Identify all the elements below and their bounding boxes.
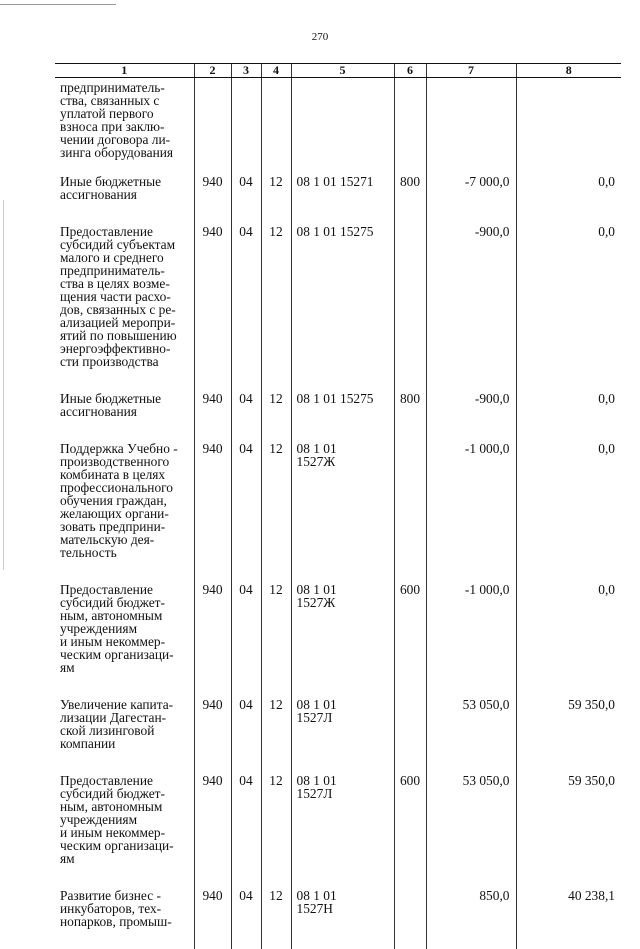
col-header-2: 2 <box>194 64 231 78</box>
row-subsection: 12 <box>261 442 291 583</box>
row-gr: 940 <box>194 442 231 583</box>
row-subsection: 12 <box>261 583 291 698</box>
row-gr: 940 <box>194 392 231 442</box>
row-expense-type: 800 <box>394 392 426 442</box>
col-header-6: 6 <box>394 64 426 78</box>
row-section: 04 <box>231 175 261 225</box>
row-amount-2: 40 238,1 <box>516 889 621 949</box>
row-amount-2 <box>516 78 621 176</box>
row-target-code: 08 1 01 1527Л <box>291 774 394 889</box>
row-name: Увеличение капита- лизации Дагестан- ской лизинговой компании <box>60 697 174 751</box>
row-section: 04 <box>231 225 261 392</box>
row-section: 04 <box>231 698 261 774</box>
row-gr: 940 <box>194 774 231 889</box>
row-target-code: 08 1 01 1527Ж <box>291 442 394 583</box>
page-number: 270 <box>311 31 329 43</box>
table-row <box>55 583 621 698</box>
row-section: 04 <box>231 583 261 698</box>
row-subsection: 12 <box>261 225 291 392</box>
row-name: Предоставление субсидий бюджет- ным, автономным учреждениям и иным некоммер- ческим организаци- ям <box>60 773 174 866</box>
row-section: 04 <box>231 774 261 889</box>
row-expense-type <box>394 442 426 583</box>
table-row <box>55 175 621 225</box>
col-header-8: 8 <box>516 64 621 78</box>
row-amount-2: 0,0 <box>516 392 621 442</box>
col-header-5: 5 <box>291 64 394 78</box>
row-expense-type <box>394 889 426 949</box>
row-amount-1: 850,0 <box>426 889 516 949</box>
scan-edge-line <box>3 200 4 570</box>
row-expense-type <box>394 78 426 176</box>
row-gr: 940 <box>194 583 231 698</box>
table-row <box>55 225 621 392</box>
row-amount-1: 53 050,0 <box>426 698 516 774</box>
table-row <box>55 442 621 583</box>
row-amount-1: -1 000,0 <box>426 583 516 698</box>
row-subsection <box>261 78 291 176</box>
row-name: Поддержка Учебно - производственного комбината в целях профессионального обучения граждан, желающих органи- зовать предприни- мательскую дея- тельность <box>60 441 178 560</box>
row-expense-type: 800 <box>394 175 426 225</box>
row-target-code <box>291 78 394 176</box>
row-amount-1: -900,0 <box>426 225 516 392</box>
row-amount-2: 0,0 <box>516 175 621 225</box>
row-section <box>231 78 261 176</box>
row-name: Развитие бизнес - инкубаторов, тех- нопарков, промыш- <box>60 888 172 929</box>
table-row <box>55 698 621 774</box>
table-row <box>55 889 621 949</box>
budget-table <box>55 63 621 949</box>
col-header-7: 7 <box>426 64 516 78</box>
row-subsection: 12 <box>261 698 291 774</box>
row-target-code: 08 1 01 15275 <box>291 225 394 392</box>
row-section: 04 <box>231 442 261 583</box>
row-gr <box>194 78 231 176</box>
row-amount-2: 0,0 <box>516 225 621 392</box>
row-target-code: 08 1 01 15271 <box>291 175 394 225</box>
row-section: 04 <box>231 889 261 949</box>
row-gr: 940 <box>194 698 231 774</box>
table-row <box>55 774 621 889</box>
row-amount-2: 0,0 <box>516 442 621 583</box>
row-expense-type <box>394 225 426 392</box>
row-subsection: 12 <box>261 774 291 889</box>
col-header-4: 4 <box>261 64 291 78</box>
row-name: Предоставление субсидий субъектам малого и среднего предприниматель- ства в целях возме- щения части расхо- дов, связанных с ре- ализацией меропри- ятий по повышению энергоэффективно- сти производства <box>60 224 177 369</box>
row-gr: 940 <box>194 175 231 225</box>
row-target-code: 08 1 01 1527Ж <box>291 583 394 698</box>
row-amount-2: 0,0 <box>516 583 621 698</box>
row-target-code: 08 1 01 1527Л <box>291 698 394 774</box>
row-name: Иные бюджетные ассигнования <box>60 174 162 202</box>
row-amount-1: -7 000,0 <box>426 175 516 225</box>
row-amount-1: -1 000,0 <box>426 442 516 583</box>
row-gr: 940 <box>194 225 231 392</box>
row-amount-2: 59 350,0 <box>516 774 621 889</box>
top-rule <box>0 4 116 5</box>
row-expense-type: 600 <box>394 774 426 889</box>
row-expense-type <box>394 698 426 774</box>
row-gr: 940 <box>194 889 231 949</box>
table-row <box>55 392 621 442</box>
col-header-3: 3 <box>231 64 261 78</box>
row-name: предприниматель- ства, связанных с уплатой первого взноса при заклю- чении договора ли- зинга оборудования <box>60 80 174 160</box>
row-subsection: 12 <box>261 889 291 949</box>
row-amount-1: 53 050,0 <box>426 774 516 889</box>
row-name: Предоставление субсидий бюджет- ным, автономным учреждениям и иным некоммер- ческим организаци- ям <box>60 582 174 675</box>
row-target-code: 08 1 01 15275 <box>291 392 394 442</box>
row-section: 04 <box>231 392 261 442</box>
row-amount-1 <box>426 78 516 176</box>
header-row <box>55 64 621 78</box>
table-row <box>55 78 621 176</box>
row-subsection: 12 <box>261 392 291 442</box>
row-expense-type: 600 <box>394 583 426 698</box>
col-header-1: 1 <box>55 64 194 78</box>
row-amount-2: 59 350,0 <box>516 698 621 774</box>
row-amount-1: -900,0 <box>426 392 516 442</box>
row-subsection: 12 <box>261 175 291 225</box>
row-name: Иные бюджетные ассигнования <box>60 391 162 419</box>
row-target-code: 08 1 01 1527Н <box>291 889 394 949</box>
